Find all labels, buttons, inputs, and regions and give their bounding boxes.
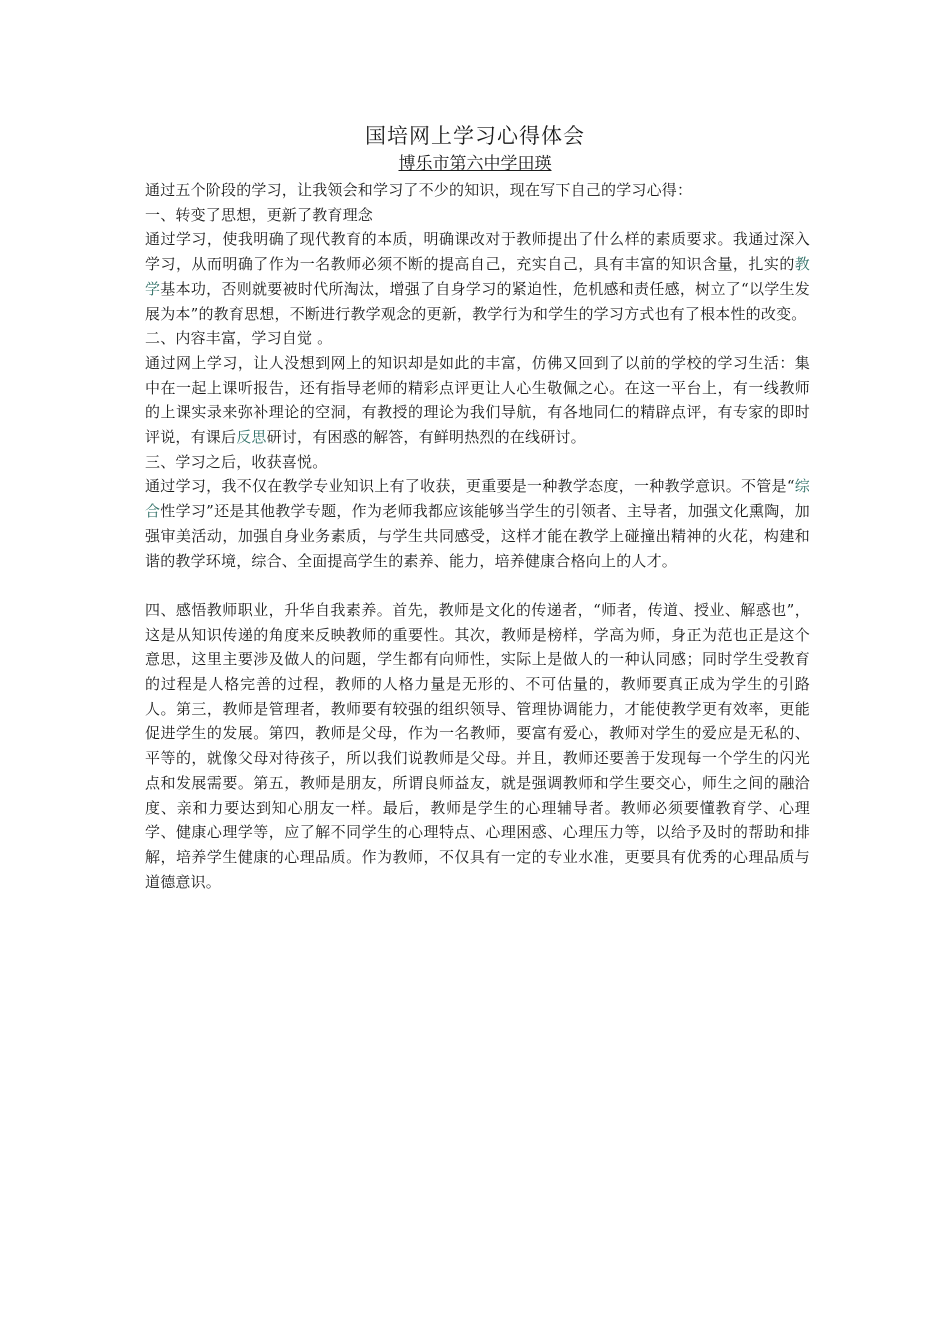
section-4-paragraph: 四、感悟教师职业，升华自我素养。首先，教师是文化的传递者，“师者，传道、授业、解惑也”，这是从知识传递的角度来反映教师的重要性。其次，教师是榜样，学高为师，身正为范也正是这个意思，这里主要涉及做人的问题，学生都有向师性，实际上是做人的一种认同感；同时学生受教育的过程是人格完善的过程，教师的人格力量是无形的、不可估量的，教师要真正成为学生的引路人。第三，教师是管理者，教师要有较强的组织领导、管理协调能力，才能使教学更有效率，更能促进学生的发展。第四，教师是父母，作为一名教师，要富有爱心，教师对学生的爱应是无私的、平等的，就像父母对待孩子，所以我们说教师是父母。并且，教师还要善于发现每一个学生的闪光点和发展需要。第五，教师是朋友，所谓良师益友，就是强调教师和学生要交心，师生之间的融洽度、亲和力要达到知心朋友一样。最后，教师是学生的心理辅导者。教师必须要懂教育学、心理学、健康心理学等，应了解不同学生的心理特点、心理困惑、心理压力等，以给予及时的帮助和排解，培养学生健康的心理品质。作为教师，不仅具有一定的专业水准，更要具有优秀的心理品质与道德意识。	[145, 600, 810, 891]
section-2-heading: 二、内容丰富，学习自觉 。	[145, 329, 333, 348]
document-body	[145, 178, 810, 894]
section-3-text-a: 通过学习，我不仅在教学专业知识上有了收获，更重要是一种教学态度，一种教学意识。不管是“	[145, 477, 795, 496]
keyword-link-comprehensive[interactable]: 综合	[145, 477, 811, 521]
document-title: 国培网上学习心得体会	[365, 124, 585, 148]
section-3-paragraph	[145, 474, 810, 573]
section-1-text-b: 基本功，否则就要被时代所淘汰，增强了自身学习的紧迫性，危机感和责任感，树立了“以学生发展为本”的教育思想，不断进行教学观念的更新，教学行为和学生的学习方式也有了根本性的改变。	[145, 279, 811, 323]
section-2-text-b: 研讨，有困惑的解答，有鲜明热烈的在线研讨。	[266, 428, 586, 447]
document-author: 博乐市第六中学田瑛	[398, 154, 552, 174]
section-2-paragraph	[145, 351, 810, 450]
paragraph-spacer	[145, 573, 810, 598]
section-1-heading: 一、转变了思想，更新了教育理念	[145, 205, 374, 224]
section-1-text-a: 通过学习，使我明确了现代教育的本质，明确课改对于教师提出了什么样的素质要求。我通过深入学习，从而明确了作为一名教师必须不断的提高自己，充实自己，具有丰富的知识含量，扎实的	[145, 230, 810, 274]
keyword-link-teaching[interactable]: 教学	[145, 255, 810, 298]
section-3-heading: 三、学习之后，收获喜悦。	[145, 452, 328, 471]
section-3-text-b: 性学习”还是其他教学专题，作为老师我都应该能够当学生的引领者、主导者，加强文化熏陶，加强审美活动，加强自身业务素质，与学生共同感受，这样才能在教学上碰撞出精神的火花，构建和谐的教学环境，综合、全面提高学生的素养、能力，培养健康合格向上的人才。	[145, 502, 811, 570]
keyword-link-reflection[interactable]: 反思	[236, 428, 267, 447]
section-1-paragraph	[145, 227, 810, 326]
section-2-text-a: 通过网上学习，让人没想到网上的知识却是如此的丰富，仿佛又回到了以前的学校的学习生活：集中在一起上课听报告，还有指导老师的精彩点评更让人心生敬佩之心。在这一平台上，有一线教师的上课实录来弥补理论的空洞，有教授的理论为我们导航，有各地同仁的精辟点评，有专家的即时评说，有课后	[145, 353, 810, 447]
intro-paragraph: 通过五个阶段的学习，让我领会和学习了不少的知识，现在写下自己的学习心得：	[145, 181, 693, 199]
